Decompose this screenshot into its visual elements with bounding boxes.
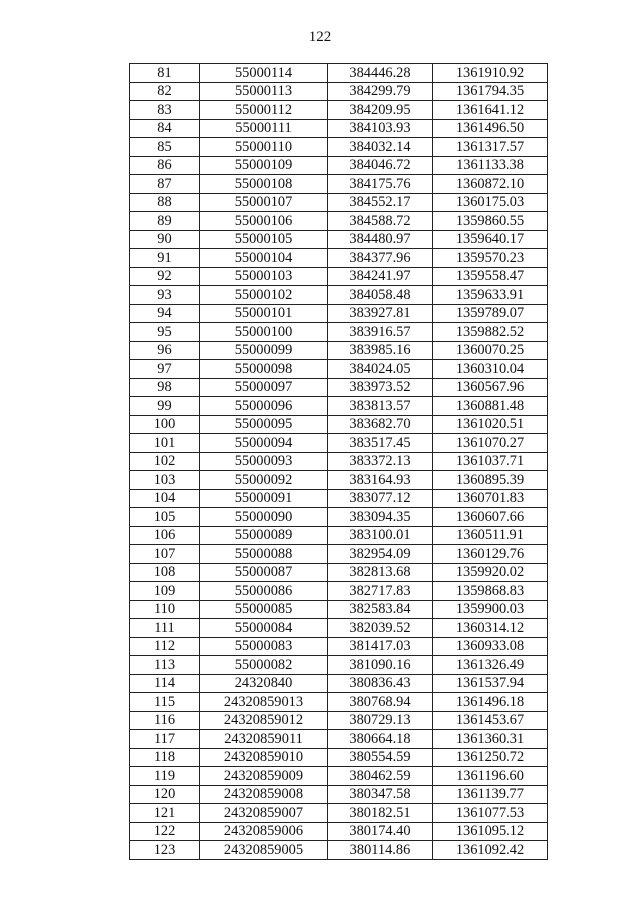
- row-index-cell: 93: [130, 286, 200, 305]
- x-coordinate-cell: 384046.72: [328, 156, 433, 175]
- point-id-cell: 24320859005: [200, 841, 328, 860]
- y-coordinate-cell: 1360881.48: [433, 397, 548, 416]
- point-id-cell: 24320859008: [200, 785, 328, 804]
- x-coordinate-cell: 382039.52: [328, 619, 433, 638]
- table-row: [130, 138, 548, 157]
- y-coordinate-cell: 1361496.50: [433, 119, 548, 138]
- y-coordinate-cell: 1359633.91: [433, 286, 548, 305]
- coordinates-table: [129, 63, 548, 860]
- x-coordinate-cell: 380768.94: [328, 693, 433, 712]
- y-coordinate-cell: 1359789.07: [433, 304, 548, 323]
- table-row: [130, 341, 548, 360]
- table-row: [130, 785, 548, 804]
- row-index-cell: 86: [130, 156, 200, 175]
- point-id-cell: 55000082: [200, 656, 328, 675]
- point-id-cell: 55000088: [200, 545, 328, 564]
- x-coordinate-cell: 384058.48: [328, 286, 433, 305]
- y-coordinate-cell: 1360175.03: [433, 193, 548, 212]
- point-id-cell: 24320859012: [200, 711, 328, 730]
- x-coordinate-cell: 384032.14: [328, 138, 433, 157]
- point-id-cell: 55000094: [200, 434, 328, 453]
- point-id-cell: 55000085: [200, 600, 328, 619]
- x-coordinate-cell: 381090.16: [328, 656, 433, 675]
- y-coordinate-cell: 1361250.72: [433, 748, 548, 767]
- point-id-cell: 55000101: [200, 304, 328, 323]
- table-row: [130, 304, 548, 323]
- y-coordinate-cell: 1359900.03: [433, 600, 548, 619]
- row-index-cell: 117: [130, 730, 200, 749]
- point-id-cell: 24320840: [200, 674, 328, 693]
- point-id-cell: 55000100: [200, 323, 328, 342]
- point-id-cell: 55000087: [200, 563, 328, 582]
- row-index-cell: 83: [130, 101, 200, 120]
- x-coordinate-cell: 383916.57: [328, 323, 433, 342]
- x-coordinate-cell: 384480.97: [328, 230, 433, 249]
- point-id-cell: 55000095: [200, 415, 328, 434]
- y-coordinate-cell: 1361537.94: [433, 674, 548, 693]
- point-id-cell: 55000097: [200, 378, 328, 397]
- row-index-cell: 100: [130, 415, 200, 434]
- point-id-cell: 55000086: [200, 582, 328, 601]
- y-coordinate-cell: 1361077.53: [433, 804, 548, 823]
- y-coordinate-cell: 1361641.12: [433, 101, 548, 120]
- row-index-cell: 105: [130, 508, 200, 527]
- row-index-cell: 85: [130, 138, 200, 157]
- x-coordinate-cell: 384209.95: [328, 101, 433, 120]
- row-index-cell: 116: [130, 711, 200, 730]
- point-id-cell: 55000102: [200, 286, 328, 305]
- x-coordinate-cell: 383985.16: [328, 341, 433, 360]
- point-id-cell: 24320859009: [200, 767, 328, 786]
- table-row: [130, 378, 548, 397]
- y-coordinate-cell: 1360070.25: [433, 341, 548, 360]
- y-coordinate-cell: 1361037.71: [433, 452, 548, 471]
- table-row: [130, 249, 548, 268]
- table-row: [130, 526, 548, 545]
- y-coordinate-cell: 1359868.83: [433, 582, 548, 601]
- point-id-cell: 24320859013: [200, 693, 328, 712]
- row-index-cell: 92: [130, 267, 200, 286]
- table-row: [130, 212, 548, 231]
- row-index-cell: 118: [130, 748, 200, 767]
- table-row: [130, 119, 548, 138]
- table-row: [130, 360, 548, 379]
- point-id-cell: 55000093: [200, 452, 328, 471]
- y-coordinate-cell: 1361070.27: [433, 434, 548, 453]
- x-coordinate-cell: 383164.93: [328, 471, 433, 490]
- table-row: [130, 508, 548, 527]
- row-index-cell: 113: [130, 656, 200, 675]
- point-id-cell: 55000113: [200, 82, 328, 101]
- point-id-cell: 55000096: [200, 397, 328, 416]
- point-id-cell: 55000108: [200, 175, 328, 194]
- y-coordinate-cell: 1360895.39: [433, 471, 548, 490]
- x-coordinate-cell: 382583.84: [328, 600, 433, 619]
- y-coordinate-cell: 1359558.47: [433, 267, 548, 286]
- x-coordinate-cell: 383077.12: [328, 489, 433, 508]
- row-index-cell: 121: [130, 804, 200, 823]
- table-row: [130, 693, 548, 712]
- y-coordinate-cell: 1361496.18: [433, 693, 548, 712]
- x-coordinate-cell: 384552.17: [328, 193, 433, 212]
- x-coordinate-cell: 383973.52: [328, 378, 433, 397]
- row-index-cell: 123: [130, 841, 200, 860]
- row-index-cell: 94: [130, 304, 200, 323]
- y-coordinate-cell: 1361326.49: [433, 656, 548, 675]
- table-body: [130, 64, 548, 860]
- y-coordinate-cell: 1361196.60: [433, 767, 548, 786]
- table-row: [130, 267, 548, 286]
- y-coordinate-cell: 1361133.38: [433, 156, 548, 175]
- table-row: [130, 397, 548, 416]
- row-index-cell: 95: [130, 323, 200, 342]
- point-id-cell: 55000091: [200, 489, 328, 508]
- point-id-cell: 24320859010: [200, 748, 328, 767]
- table-row: [130, 545, 548, 564]
- x-coordinate-cell: 383927.81: [328, 304, 433, 323]
- y-coordinate-cell: 1360567.96: [433, 378, 548, 397]
- x-coordinate-cell: 384024.05: [328, 360, 433, 379]
- x-coordinate-cell: 384241.97: [328, 267, 433, 286]
- point-id-cell: 55000089: [200, 526, 328, 545]
- x-coordinate-cell: 381417.03: [328, 637, 433, 656]
- x-coordinate-cell: 382813.68: [328, 563, 433, 582]
- row-index-cell: 108: [130, 563, 200, 582]
- x-coordinate-cell: 380462.59: [328, 767, 433, 786]
- point-id-cell: 55000103: [200, 267, 328, 286]
- table-row: [130, 175, 548, 194]
- table-row: [130, 619, 548, 638]
- row-index-cell: 90: [130, 230, 200, 249]
- table-row: [130, 230, 548, 249]
- x-coordinate-cell: 380347.58: [328, 785, 433, 804]
- table-row: [130, 156, 548, 175]
- point-id-cell: 55000106: [200, 212, 328, 231]
- x-coordinate-cell: 384103.93: [328, 119, 433, 138]
- row-index-cell: 87: [130, 175, 200, 194]
- row-index-cell: 98: [130, 378, 200, 397]
- table-row: [130, 64, 548, 83]
- row-index-cell: 97: [130, 360, 200, 379]
- row-index-cell: 81: [130, 64, 200, 83]
- x-coordinate-cell: 383517.45: [328, 434, 433, 453]
- x-coordinate-cell: 384175.76: [328, 175, 433, 194]
- row-index-cell: 88: [130, 193, 200, 212]
- table-row: [130, 582, 548, 601]
- table-row: [130, 489, 548, 508]
- point-id-cell: 55000083: [200, 637, 328, 656]
- x-coordinate-cell: 383682.70: [328, 415, 433, 434]
- row-index-cell: 84: [130, 119, 200, 138]
- row-index-cell: 112: [130, 637, 200, 656]
- y-coordinate-cell: 1361360.31: [433, 730, 548, 749]
- x-coordinate-cell: 380174.40: [328, 822, 433, 841]
- y-coordinate-cell: 1360314.12: [433, 619, 548, 638]
- x-coordinate-cell: 383372.13: [328, 452, 433, 471]
- y-coordinate-cell: 1361092.42: [433, 841, 548, 860]
- table-row: [130, 637, 548, 656]
- y-coordinate-cell: 1359570.23: [433, 249, 548, 268]
- table-row: [130, 767, 548, 786]
- y-coordinate-cell: 1360872.10: [433, 175, 548, 194]
- row-index-cell: 102: [130, 452, 200, 471]
- page-number: 122: [308, 29, 332, 45]
- row-index-cell: 107: [130, 545, 200, 564]
- point-id-cell: 24320859011: [200, 730, 328, 749]
- x-coordinate-cell: 382717.83: [328, 582, 433, 601]
- row-index-cell: 109: [130, 582, 200, 601]
- x-coordinate-cell: 380554.59: [328, 748, 433, 767]
- table-row: [130, 841, 548, 860]
- table-row: [130, 656, 548, 675]
- point-id-cell: 55000084: [200, 619, 328, 638]
- row-index-cell: 91: [130, 249, 200, 268]
- y-coordinate-cell: 1360701.83: [433, 489, 548, 508]
- table-row: [130, 434, 548, 453]
- row-index-cell: 103: [130, 471, 200, 490]
- y-coordinate-cell: 1360607.66: [433, 508, 548, 527]
- table-row: [130, 82, 548, 101]
- x-coordinate-cell: 383813.57: [328, 397, 433, 416]
- table-row: [130, 415, 548, 434]
- point-id-cell: 55000110: [200, 138, 328, 157]
- table-row: [130, 101, 548, 120]
- y-coordinate-cell: 1361317.57: [433, 138, 548, 157]
- y-coordinate-cell: 1361139.77: [433, 785, 548, 804]
- point-id-cell: 55000098: [200, 360, 328, 379]
- row-index-cell: 104: [130, 489, 200, 508]
- table-row: [130, 674, 548, 693]
- row-index-cell: 110: [130, 600, 200, 619]
- point-id-cell: 55000112: [200, 101, 328, 120]
- point-id-cell: 55000105: [200, 230, 328, 249]
- table-row: [130, 323, 548, 342]
- y-coordinate-cell: 1361910.92: [433, 64, 548, 83]
- point-id-cell: 55000090: [200, 508, 328, 527]
- x-coordinate-cell: 383094.35: [328, 508, 433, 527]
- row-index-cell: 101: [130, 434, 200, 453]
- table-row: [130, 600, 548, 619]
- point-id-cell: 55000092: [200, 471, 328, 490]
- x-coordinate-cell: 380836.43: [328, 674, 433, 693]
- x-coordinate-cell: 380729.13: [328, 711, 433, 730]
- point-id-cell: 55000107: [200, 193, 328, 212]
- row-index-cell: 96: [130, 341, 200, 360]
- y-coordinate-cell: 1360511.91: [433, 526, 548, 545]
- x-coordinate-cell: 380664.18: [328, 730, 433, 749]
- x-coordinate-cell: 384299.79: [328, 82, 433, 101]
- row-index-cell: 106: [130, 526, 200, 545]
- y-coordinate-cell: 1360310.04: [433, 360, 548, 379]
- x-coordinate-cell: 384588.72: [328, 212, 433, 231]
- point-id-cell: 55000114: [200, 64, 328, 83]
- row-index-cell: 89: [130, 212, 200, 231]
- table-row: [130, 563, 548, 582]
- table-row: [130, 471, 548, 490]
- table-row: [130, 286, 548, 305]
- table-row: [130, 452, 548, 471]
- row-index-cell: 115: [130, 693, 200, 712]
- x-coordinate-cell: 383100.01: [328, 526, 433, 545]
- x-coordinate-cell: 382954.09: [328, 545, 433, 564]
- point-id-cell: 24320859007: [200, 804, 328, 823]
- point-id-cell: 55000109: [200, 156, 328, 175]
- table-row: [130, 711, 548, 730]
- row-index-cell: 111: [130, 619, 200, 638]
- table-row: [130, 193, 548, 212]
- table-row: [130, 748, 548, 767]
- point-id-cell: 55000099: [200, 341, 328, 360]
- y-coordinate-cell: 1359882.52: [433, 323, 548, 342]
- table-row: [130, 822, 548, 841]
- point-id-cell: 24320859006: [200, 822, 328, 841]
- x-coordinate-cell: 380182.51: [328, 804, 433, 823]
- row-index-cell: 119: [130, 767, 200, 786]
- y-coordinate-cell: 1359920.02: [433, 563, 548, 582]
- y-coordinate-cell: 1361095.12: [433, 822, 548, 841]
- row-index-cell: 120: [130, 785, 200, 804]
- y-coordinate-cell: 1359640.17: [433, 230, 548, 249]
- table-row: [130, 730, 548, 749]
- point-id-cell: 55000111: [200, 119, 328, 138]
- row-index-cell: 122: [130, 822, 200, 841]
- row-index-cell: 82: [130, 82, 200, 101]
- point-id-cell: 55000104: [200, 249, 328, 268]
- y-coordinate-cell: 1360933.08: [433, 637, 548, 656]
- y-coordinate-cell: 1359860.55: [433, 212, 548, 231]
- y-coordinate-cell: 1361453.67: [433, 711, 548, 730]
- y-coordinate-cell: 1361020.51: [433, 415, 548, 434]
- x-coordinate-cell: 384377.96: [328, 249, 433, 268]
- table-row: [130, 804, 548, 823]
- x-coordinate-cell: 384446.28: [328, 64, 433, 83]
- row-index-cell: 99: [130, 397, 200, 416]
- y-coordinate-cell: 1360129.76: [433, 545, 548, 564]
- y-coordinate-cell: 1361794.35: [433, 82, 548, 101]
- x-coordinate-cell: 380114.86: [328, 841, 433, 860]
- row-index-cell: 114: [130, 674, 200, 693]
